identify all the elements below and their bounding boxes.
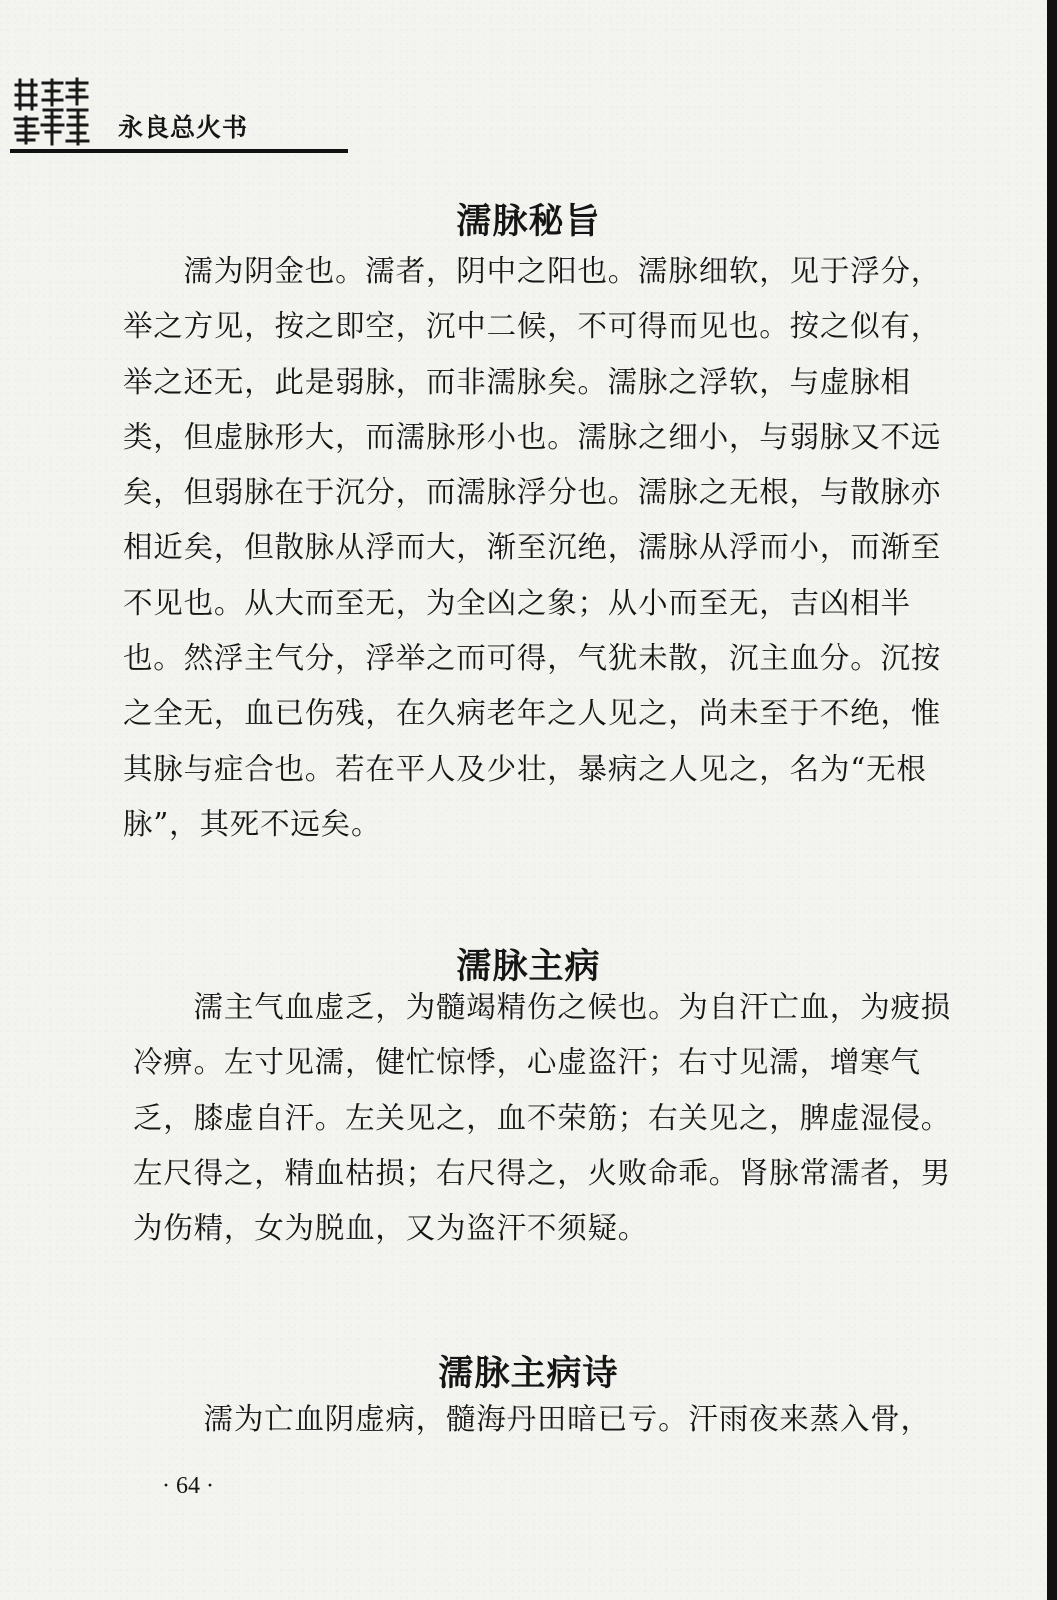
section-paragraph-soft-pulse-essence: 濡为阴金也。濡者，阴中之阳也。濡脉细软，见于浮分，举之方见，按之即空，沉中二候，不可得而见也。按之似有，举之还无，此是弱脉，而非濡脉矣。濡脉之浮软，与虚脉相类，但虚脉形大，而濡脉形小也。濡脉之细小，与弱脉又不远矣，但弱脉在于沉分，而濡脉浮分也。濡脉之无根，与散脉亦相近矣，但散脉从浮而大，渐至沉绝，濡脉从浮而小，而渐至不见也。从大而至无，为全凶之象；从小而至无，吉凶相半也。然浮主气分，浮举之而可得，气犹未散，沉主血分。沉按之全无，血已伤残，在久病老年之人见之，尚未至于不绝，惟其脉与症合也。若在平人及少壮，暴病之人见之，名为“无根脉”，其死不远矣。: [123, 254, 942, 841]
header-rule: [10, 149, 348, 153]
section-title-soft-pulse-essence: 濡脉秘旨: [456, 201, 601, 243]
section-paragraph-soft-pulse-diseases: 濡主气血虚乏，为髓竭精伤之候也。为自汗亡血，为疲损冷痹。左寸见濡，健忙惊悸，心虚盗汗；右寸见濡，增寒气乏，膝虚自汗。左关见之，血不荣筋；右关见之，脾虚湿侵。左尺得之，精血枯损；右尺得之，火败命乖。肾脉常濡者，男为伤精，女为脱血，又为盗汗不须疑。: [133, 990, 952, 1246]
page-number: · 64 ·: [162, 1473, 214, 1499]
series-seal-logo: [12, 75, 90, 147]
section-title-soft-pulse-poem: 濡脉主病诗: [438, 1353, 619, 1395]
book-title: 永良总火书: [118, 113, 249, 142]
section-paragraph-soft-pulse-poem: 濡为亡血阴虚病，髓海丹田暗已亏。汗雨夜来蒸入骨，: [143, 1402, 931, 1436]
section-title-soft-pulse-diseases: 濡脉主病: [456, 946, 601, 988]
running-header: [10, 68, 350, 154]
